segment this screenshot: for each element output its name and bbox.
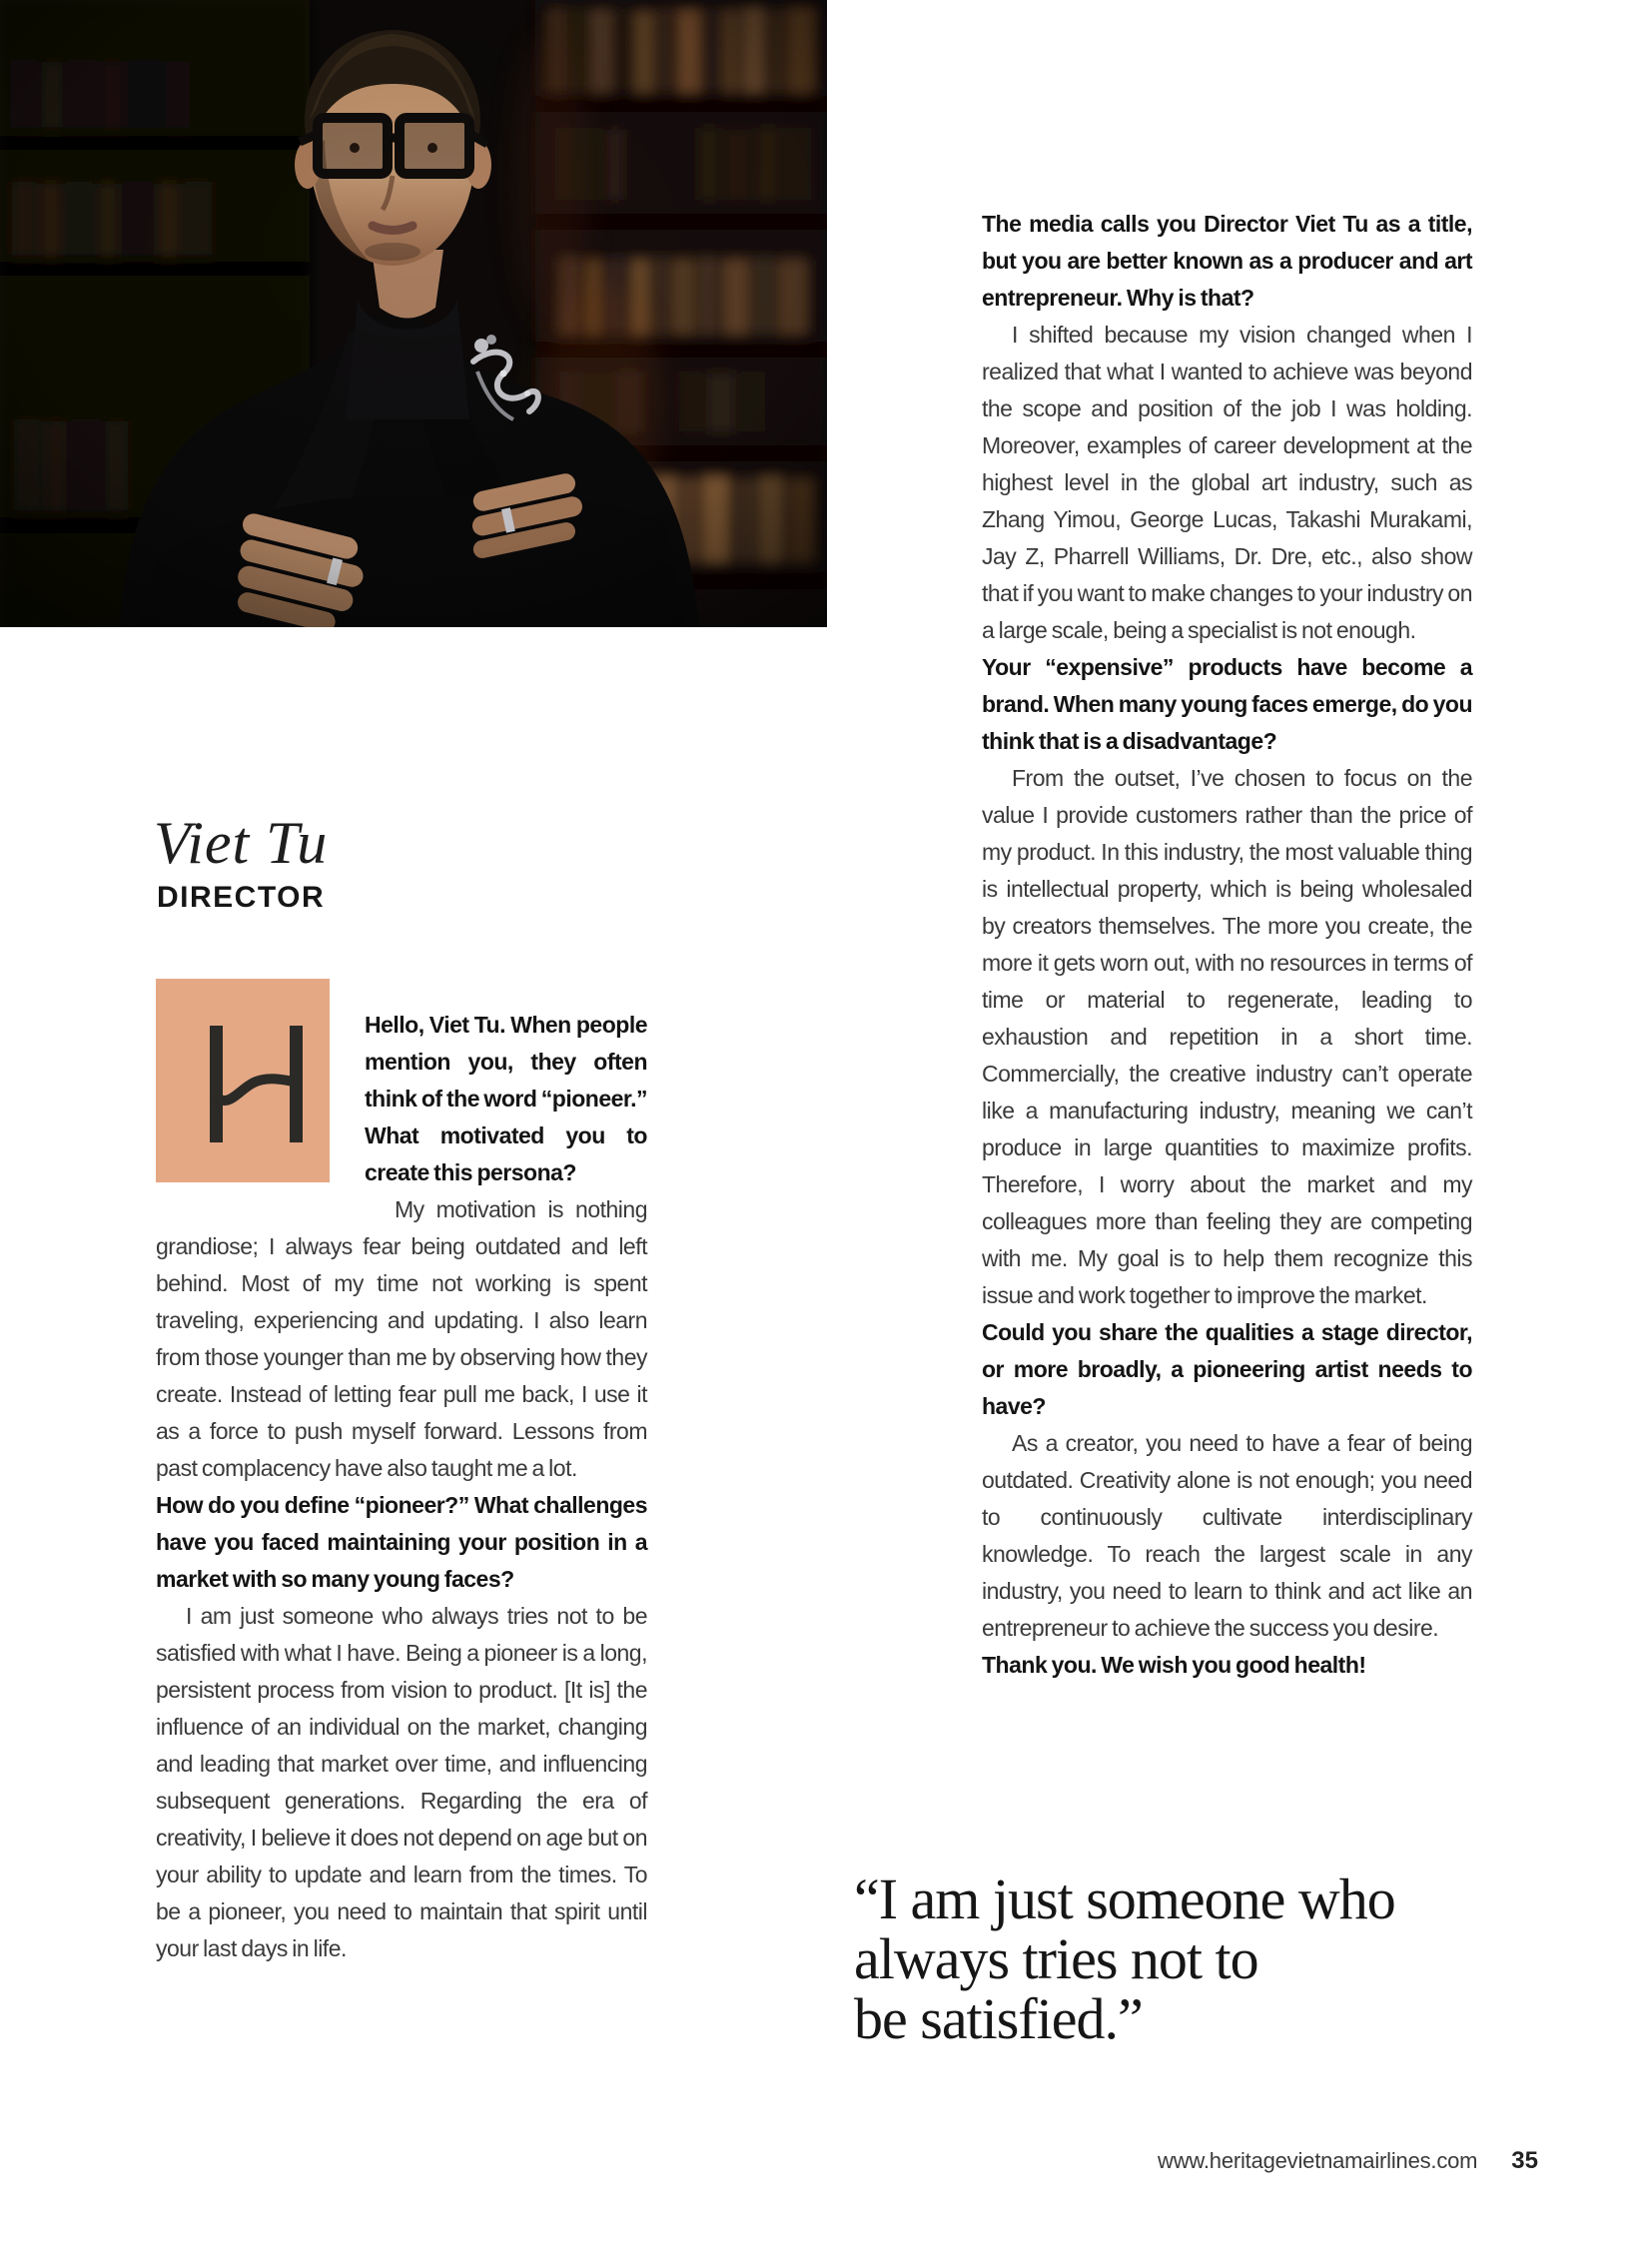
closing-thanks: Thank you. We wish you good health! <box>982 1652 1366 1678</box>
dropcap-h-icon <box>156 979 330 1182</box>
interview-question: Could you share the qualities a stage director, or more broadly, a pioneering artist needs to have? <box>982 1319 1472 1419</box>
pull-quote-line: always tries not to <box>854 1926 1258 1991</box>
pull-quote <box>854 1869 1573 2049</box>
profile-role: DIRECTOR <box>157 881 326 914</box>
vignette <box>0 0 827 627</box>
interview-question: Hello, Viet Tu. When people mention you, they often think of the word “pioneer.” What motivated you to create this persona? <box>365 1012 647 1185</box>
left-column <box>156 979 647 1967</box>
interview-answer: From the outset, I’ve chosen to focus on the value I provide customers rather than the price of my product. In this industry, the most valuable thing is intellectual property, which is being wholesaled by creators themselves. The more you create, the more it gets worn out, with no resources in terms of time or material to regenerate, leading to exhaustion and repetition in a short time. Commercially, the creative industry can’t operate like a manufacturing industry, meaning we can’t produce in large quantities to maximize profits. Therefore, I worry about the market and my colleagues more than feeling they are competing with me. My goal is to help them recognize this issue and work together to improve the market. <box>982 765 1472 1308</box>
interview-question: The media calls you Director Viet Tu as a title, but you are better known as a producer and art entrepreneur. Why is that? <box>982 211 1472 311</box>
right-column <box>982 206 1472 1684</box>
page-footer <box>982 2147 1538 2175</box>
interview-answer: My motivation is nothing grandiose; I always fear being outdated and left behind. Most of my time not working is spent traveling, experiencing and updating. I also learn from those younger than me by observing how they create. Instead of letting fear pull me back, I use it as a force to push myself forward. Lessons from past complacency have also taught me a lot. <box>156 1196 647 1481</box>
pull-quote-line: be satisfied.” <box>854 1986 1143 2051</box>
interview-answer: As a creator, you need to have a fear of being outdated. Creativity alone is not enough; you need to continuously cultivate interdisciplinary knowledge. To reach the largest scale in any industry, you need to learn to think and act like an entrepreneur to achieve the success you desire. <box>982 1430 1472 1641</box>
dropcap-box <box>156 979 330 1182</box>
page-number: 35 <box>1511 2147 1538 2174</box>
footer-url: www.heritagevietnamairlines.com <box>1158 2148 1478 2173</box>
interview-question: How do you define “pioneer?” What challenges have you faced maintaining your position in a market with so many young faces? <box>156 1492 647 1592</box>
interview-answer: I am just someone who always tries not to be satisfied with what I have. Being a pioneer is a long, persistent process from vision to product. [It is] the influence of an individual on the market, changing and leading that market over time, and influencing subsequent generations. Regarding the era of creativity, I believe it does not depend on age but on your ability to update and learn from the times. To be a pioneer, you need to maintain that spirit until your last days in life. <box>156 1603 647 1961</box>
profile-name: Viet Tu <box>154 810 329 876</box>
portrait-photo-svg <box>0 0 827 627</box>
portrait-photo <box>0 0 827 627</box>
pull-quote-line: “I am just someone who <box>854 1867 1395 1931</box>
interview-answer: I shifted because my vision changed when I realized that what I wanted to achieve was beyond the scope and position of the job I was holding. Moreover, examples of career development at the highest level in the global art industry, such as Zhang Yimou, George Lucas, Takashi Murakami, Jay Z, Pharrell Williams, Dr. Dre, etc., also show that if you want to make changes to your industry on a large scale, being a specialist is not enough. <box>982 322 1472 643</box>
interview-question: Your “expensive” products have become a brand. When many young faces emerge, do you think that is a disadvantage? <box>982 654 1472 754</box>
